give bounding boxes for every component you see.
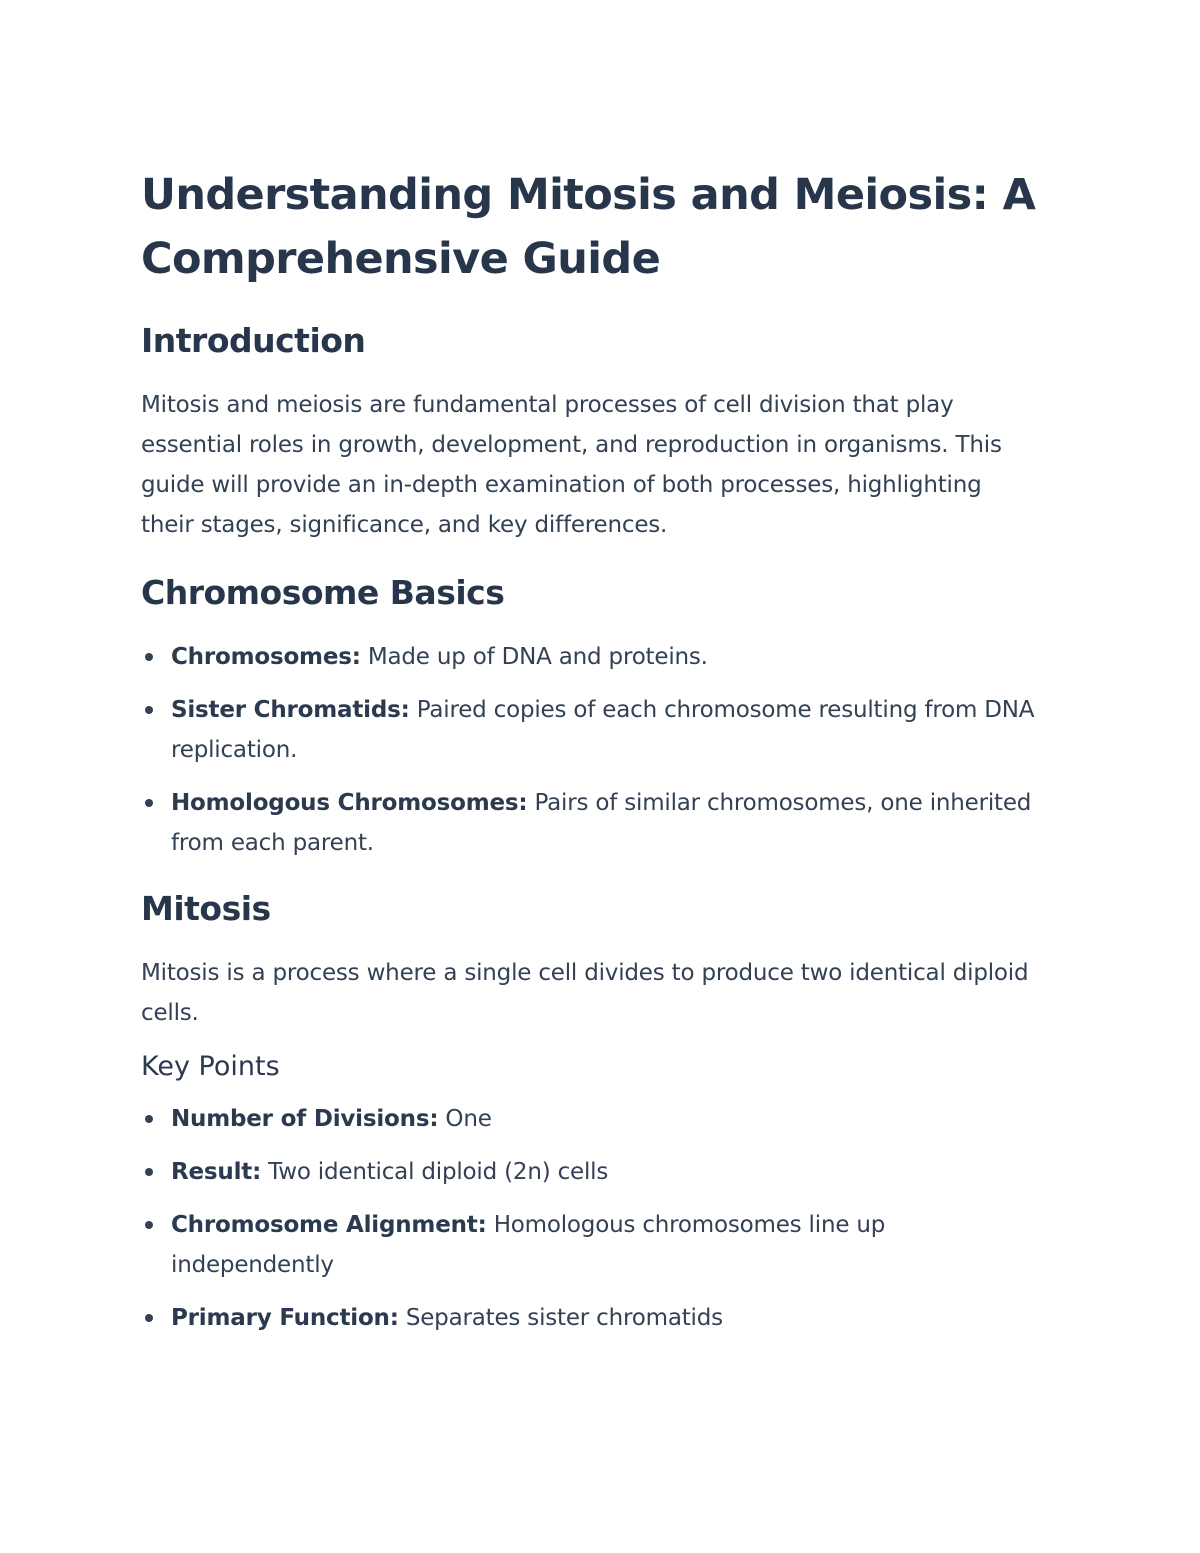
list-item-description: Paired copies of each chromosome resulting from DNA replication. (171, 697, 1035, 763)
list-item-description: One (438, 1106, 492, 1132)
bullet-icon (145, 653, 153, 661)
bullet-icon (145, 799, 153, 807)
bullet-icon (145, 1314, 153, 1322)
list-item (141, 1152, 1041, 1192)
list-item-separator: : (429, 1106, 439, 1132)
chromosome-basics-heading: Chromosome Basics (141, 573, 505, 612)
bullet-icon (145, 1221, 153, 1229)
list-item-description: Made up of DNA and proteins. (360, 644, 708, 670)
list-item (141, 783, 1041, 863)
list-item-term: Number of Divisions (171, 1106, 430, 1132)
list-item-term: Sister Chromatids (171, 697, 401, 723)
mitosis-heading: Mitosis (141, 889, 271, 928)
list-item-separator: : (252, 1159, 262, 1185)
list-item-term: Primary Function (171, 1305, 390, 1331)
mitosis-paragraph: Mitosis is a process where a single cell divides to produce two identical diploid cells. (141, 960, 1029, 1026)
introduction-paragraph: Mitosis and meiosis are fundamental processes of cell division that play essential roles in growth, development, and reproduction in organisms. This guide will provide an in-depth examination of both processes, highlighting their stages, significance, and key differences. (141, 392, 1002, 538)
list-item-term: Chromosomes (171, 644, 352, 670)
bullet-icon (145, 1168, 153, 1176)
list-item-separator: : (400, 697, 410, 723)
list-item (141, 1099, 1041, 1139)
list-item-separator: : (477, 1212, 487, 1238)
list-item-separator: : (351, 644, 361, 670)
key-points-heading: Key Points (141, 1051, 280, 1082)
chromosome-basics-list (141, 637, 1041, 863)
bullet-icon (145, 1115, 153, 1123)
list-item (141, 1205, 1041, 1285)
list-item (141, 1298, 1041, 1338)
introduction-heading: Introduction (141, 321, 366, 360)
bullet-icon (145, 706, 153, 714)
list-item-description: Two identical diploid (2n) cells (261, 1159, 609, 1185)
list-item-description: Separates sister chromatids (398, 1305, 723, 1331)
chromosome-basics-section (141, 571, 1041, 863)
mitosis-key-points-list (141, 1099, 1041, 1338)
document-title: Understanding Mitosis and Meiosis: A Comprehensive Guide (141, 170, 1036, 284)
list-item (141, 690, 1041, 770)
list-item-description: Pairs of similar chromosomes, one inherited from each parent. (171, 790, 1032, 856)
introduction-section (141, 319, 1041, 545)
list-item (141, 637, 1041, 677)
list-item-term: Chromosome Alignment (171, 1212, 478, 1238)
list-item-term: Homologous Chromosomes (171, 790, 519, 816)
list-item-description: Homologous chromosomes line up independently (171, 1212, 886, 1278)
document-page (141, 163, 1041, 1362)
mitosis-section (141, 887, 1041, 1338)
list-item-separator: : (518, 790, 528, 816)
list-item-term: Result (171, 1159, 253, 1185)
list-item-separator: : (389, 1305, 399, 1331)
